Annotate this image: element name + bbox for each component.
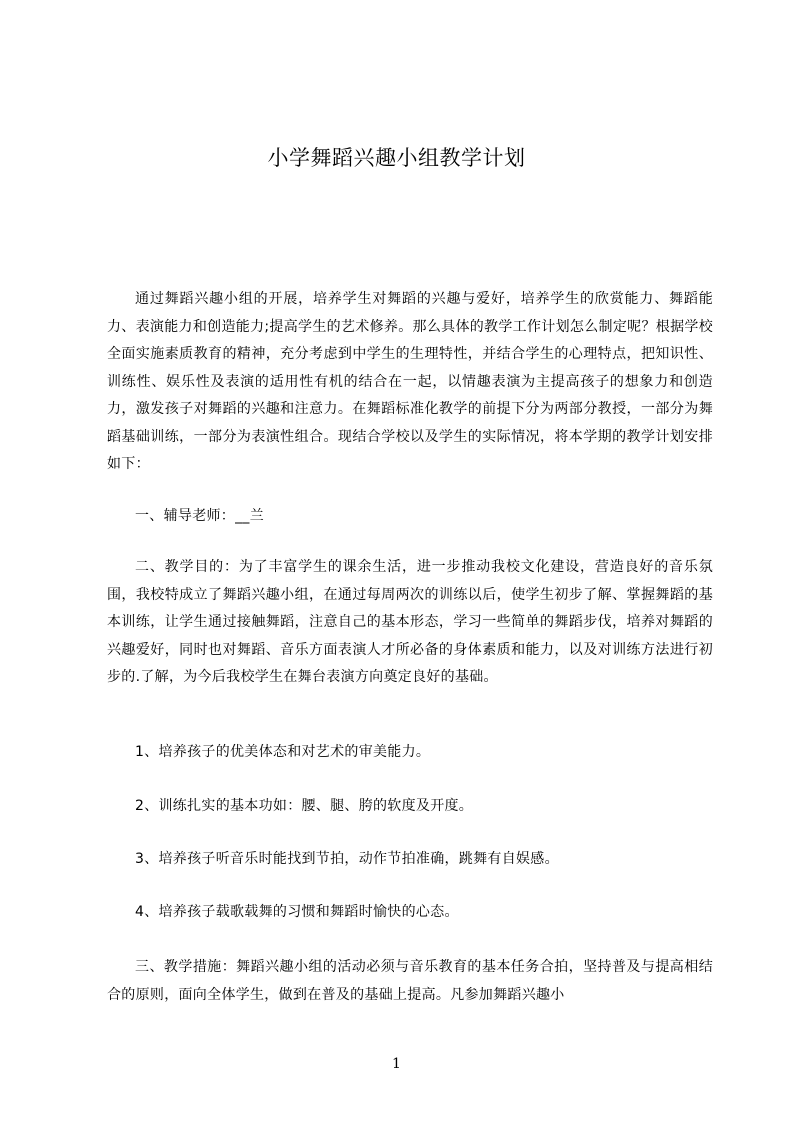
document-title: 小学舞蹈兴趣小组教学计划 [267, 146, 526, 170]
goal-item-4: 4、培养孩子载歌载舞的习惯和舞蹈时愉快的心态。 [135, 904, 459, 920]
section-instructor: 一、辅导老师：__兰 [135, 508, 264, 524]
goal-item-3: 3、培养孩子听音乐时能找到节拍，动作节拍准确，跳舞有自娱感。 [135, 851, 559, 867]
goal-item-2: 2、训练扎实的基本功如：腰、腿、胯的软度及开度。 [135, 798, 474, 814]
goal-item-1: 1、培养孩子的优美体态和对艺术的审美能力。 [135, 744, 431, 760]
intro-paragraph: 通过舞蹈兴趣小组的开展，培养学生对舞蹈的兴趣与爱好，培养学生的欣赏能力、舞蹈能力、表演能力和创造能力;提高学生的艺术修养。那么具体的教学工作计划怎么制定呢？根据学校全面实施素质教育的精神，充分考虑到中学生的生理特性，并结合学生的心理特点，把知识性、训练性、娱乐性及表演的适用性有机的结合在一起，以情趣表演为主提高孩子的想象力和创造力，激发孩子对舞蹈的兴趣和注意力。在舞蹈标准化教学的前提下分为两部分教授，一部分为舞蹈基础训练，一部分为表演性组合。现结合学校以及学生的实际情况，将本学期的教学计划安排如下： [107, 291, 713, 472]
section-teaching-purpose: 二、教学目的：为了丰富学生的课余生活，进一步推动我校文化建设，营造良好的音乐氛围，我校特成立了舞蹈兴趣小组，在通过每周两次的训练以后，使学生初步了解、掌握舞蹈的基本训练，让学生通过接触舞蹈，注意自己的基本形态，学习一些简单的舞蹈步伐，培养对舞蹈的兴趣爱好，同时也对舞蹈、音乐方面表演人才所必备的身体素质和能力，以及对训练方法进行初步的.了解，为今后我校学生在舞台表演方向奠定良好的基础。 [107, 559, 713, 685]
page-number: 1 [392, 1056, 401, 1072]
section-teaching-measures: 三、教学措施：舞蹈兴趣小组的活动必须与音乐教育的基本任务合拍，坚持普及与提高相结合的原则，面向全体学生，做到在普及的基础上提高。凡参加舞蹈兴趣小 [107, 959, 713, 1003]
